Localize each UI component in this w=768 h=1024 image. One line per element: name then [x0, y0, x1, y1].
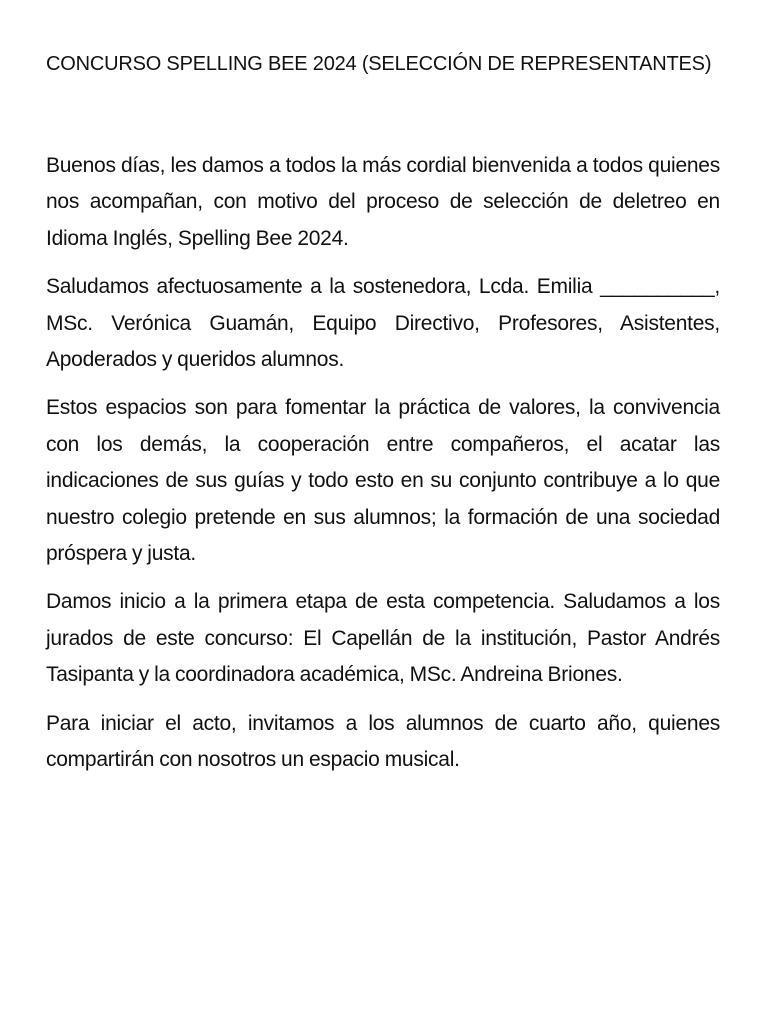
paragraph-greetings: Saludamos afectuosamente a la sostenedora, Lcda. Emilia __________, MSc. Verónica Guamán, Equipo Directivo, Profesores, Asistentes, Apoderados y queridos alumnos. — [46, 275, 720, 372]
paragraph-welcome: Buenos días, les damos a todos la más cordial bienvenida a todos quienes nos acompañan, con motivo del proceso de selección de deletreo en Idioma Inglés, Spelling Bee 2024. — [46, 154, 720, 250]
paragraph-opening: Para iniciar el acto, invitamos a los alumnos de cuarto año, quienes compartirán con nosotros un espacio musical. — [46, 711, 720, 772]
document-body — [46, 148, 720, 779]
document-title: CONCURSO SPELLING BEE 2024 (SELECCIÓN DE REPRESENTANTES) — [46, 53, 712, 75]
document-page — [46, 0, 720, 791]
paragraph-jury: Damos inicio a la primera etapa de esta competencia. Saludamos a los jurados de este concurso: El Capellán de la institución, Pastor Andrés Tasipanta y la coordinadora académica, MSc. Andreina Briones. — [46, 590, 720, 687]
paragraph-values: Estos espacios son para fomentar la práctica de valores, la convivencia con los demás, la cooperación entre compañeros, el acatar las indicaciones de sus guías y todo esto en su conjunto contribuye a lo que nuestro colegio pretende en sus alumnos; la formación de una sociedad próspera y justa. — [46, 396, 720, 566]
